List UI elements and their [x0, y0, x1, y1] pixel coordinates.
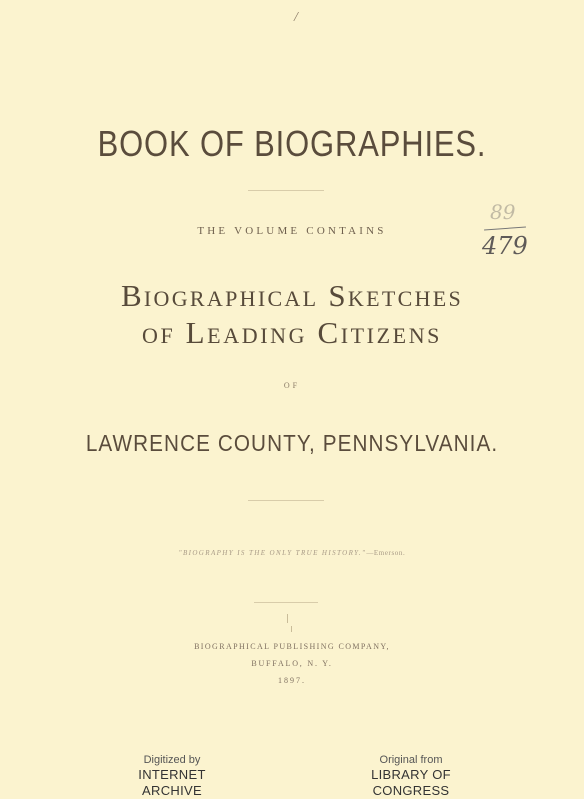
- quote-text: "BIOGRAPHY IS THE ONLY TRUE HISTORY.": [178, 549, 367, 557]
- publication-year: 1897.: [278, 676, 306, 685]
- footer-left-label: Digitized by: [143, 754, 201, 766]
- divider-rule: [248, 190, 324, 191]
- footer-digitized-by: [112, 754, 232, 799]
- publisher-name: BIOGRAPHICAL PUBLISHING COMPANY,: [194, 642, 390, 651]
- of-word: OF: [283, 381, 301, 390]
- heading-line-1: Biographical Sketches: [120, 278, 464, 313]
- divider-rule: [248, 500, 324, 501]
- paper-speck: [287, 614, 288, 623]
- quote-author: —Emerson.: [366, 549, 406, 557]
- paper-speck: [291, 626, 292, 632]
- footer-original-from: [336, 754, 486, 799]
- heading-line-2: of Leading Citizens: [141, 315, 443, 350]
- epigraph-quote: [0, 549, 584, 557]
- handwritten-mark-2: 479: [482, 232, 528, 260]
- footer-left-source: INTERNET ARCHIVE: [138, 767, 206, 798]
- divider-rule: [254, 602, 318, 603]
- county-name: LAWRENCE COUNTY, PENNSYLVANIA.: [85, 430, 499, 456]
- book-title: BOOK OF BIOGRAPHIES.: [97, 123, 487, 164]
- footer-right-source: LIBRARY OF CONGRESS: [371, 767, 451, 798]
- footer-right-label: Original from: [379, 754, 443, 766]
- volume-contains-text: THE VOLUME CONTAINS: [197, 225, 387, 237]
- handwritten-mark-1: 89: [490, 200, 516, 224]
- top-pencil-mark: /: [294, 10, 298, 25]
- publisher-city: BUFFALO, N. Y.: [251, 659, 333, 668]
